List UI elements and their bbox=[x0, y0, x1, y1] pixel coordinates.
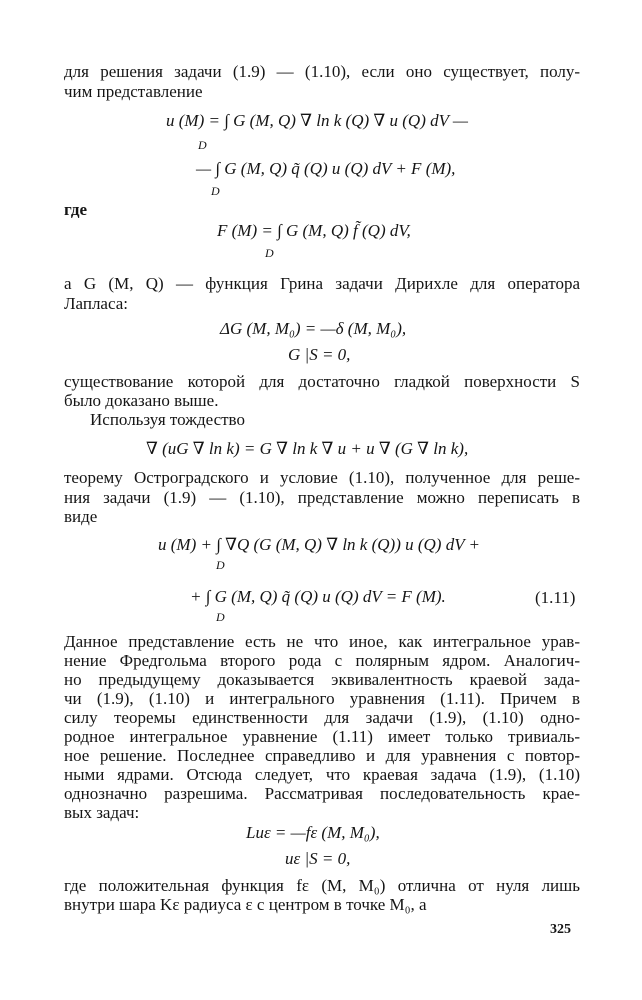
equation-line: ΔG (M, M₀) = —δ (M, M₀), bbox=[220, 319, 407, 338]
paragraph-line: виде bbox=[64, 507, 98, 526]
paragraph-line: Данное представление есть не что иное, как интегральное урав- bbox=[64, 632, 580, 651]
paragraph-line: силу теоремы единственности для задачи (1.9), (1.10) одно- bbox=[64, 708, 580, 727]
paragraph-line: для решения задачи (1.9) — (1.10), если оно существует, полу- bbox=[64, 62, 580, 81]
paragraph-line: было доказано выше. bbox=[64, 391, 219, 410]
integral-limit: D bbox=[216, 558, 225, 572]
paragraph-line: Используя тождество bbox=[90, 410, 245, 429]
paragraph-line: нение Фредгольма второго рода с полярным ядром. Аналогич- bbox=[64, 651, 580, 670]
paragraph-line: теорему Остроградского и условие (1.10), полученное для реше- bbox=[64, 468, 580, 487]
paragraph-line: вых задач: bbox=[64, 803, 140, 822]
paragraph-line: но предыдущему доказывается эквивалентность краевой зада- bbox=[64, 670, 580, 689]
equation-line: Luε = —fε (M, M₀), bbox=[246, 823, 380, 842]
paragraph-line: ными ядрами. Отсюда следует, что краевая задача (1.9), (1.10) bbox=[64, 765, 580, 784]
paragraph-line: существование которой для достаточно гладкой поверхности S bbox=[64, 372, 580, 391]
equation-line: G |S = 0, bbox=[288, 345, 351, 364]
equation-line: F (M) = ∫ G (M, Q) f̃ (Q) dV, bbox=[217, 221, 411, 240]
equation-line: — ∫ G (M, Q) q̃ (Q) u (Q) dV + F (M), bbox=[196, 159, 456, 178]
paragraph-line: Лапласа: bbox=[64, 294, 128, 313]
equation-line: ∇ (uG ∇ ln k) = G ∇ ln k ∇ u + u ∇ (G ∇ ln k), bbox=[146, 439, 469, 458]
equation-line: + ∫ G (M, Q) q̃ (Q) u (Q) dV = F (M). bbox=[190, 587, 446, 606]
page-number: 325 bbox=[550, 922, 571, 937]
equation-line: u (M) = ∫ G (M, Q) ∇ ln k (Q) ∇ u (Q) dV — bbox=[166, 111, 469, 130]
paragraph-line: родное интегральное уравнение (1.11) имеет только тривиаль- bbox=[64, 727, 580, 746]
integral-limit: D bbox=[198, 138, 207, 152]
paragraph-line: внутри шара Kε радиуса ε с центром в точке M₀, а bbox=[64, 895, 427, 914]
paragraph-line: однозначно разрешима. Рассматривая последовательность крае- bbox=[64, 784, 580, 803]
paragraph-line: где положительная функция fε (M, M₀) отлична от нуля лишь bbox=[64, 876, 580, 895]
where-label: где bbox=[64, 200, 88, 219]
integral-limit: D bbox=[211, 184, 220, 198]
integral-limit: D bbox=[216, 610, 225, 624]
paragraph-line: чим представление bbox=[64, 82, 203, 101]
equation-line: u (M) + ∫ ∇Q (G (M, Q) ∇ ln k (Q)) u (Q) dV + bbox=[158, 535, 481, 554]
equation-number: (1.11) bbox=[535, 588, 576, 607]
paragraph-line: чи (1.9), (1.10) и интегрального уравнения (1.11). Причем в bbox=[64, 689, 580, 708]
paragraph-line: ное решение. Последнее справедливо и для уравнения с повтор- bbox=[64, 746, 580, 765]
integral-limit: D bbox=[265, 246, 274, 260]
equation-line: uε |S = 0, bbox=[285, 849, 351, 868]
paragraph-line: ния задачи (1.9) — (1.10), представление можно переписать в bbox=[64, 488, 580, 507]
paragraph-line: а G (M, Q) — функция Грина задачи Дирихле для оператора bbox=[64, 274, 580, 293]
